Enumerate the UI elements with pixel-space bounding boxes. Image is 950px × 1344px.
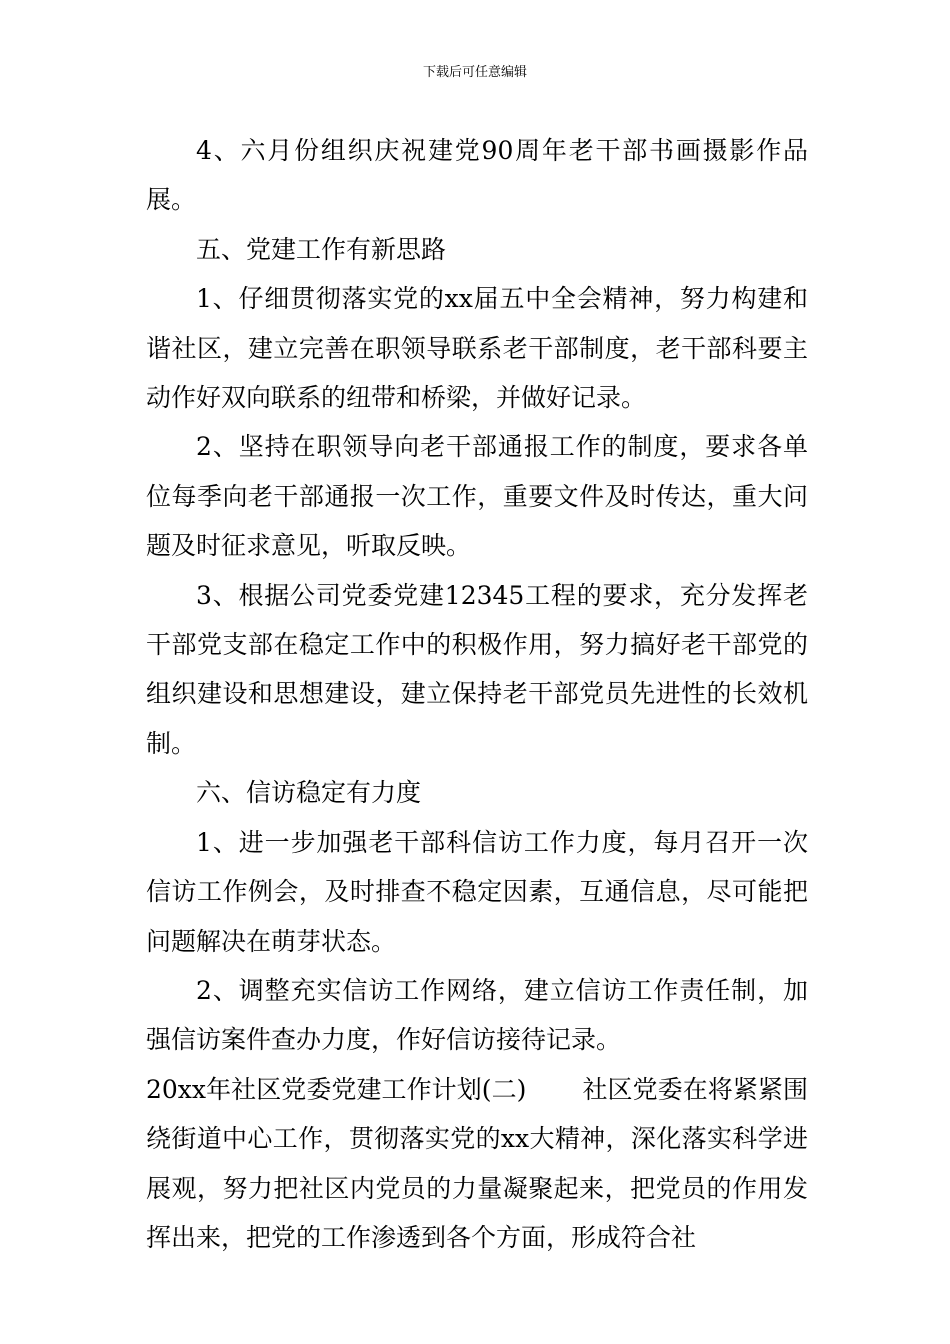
paragraph-briefing-system: 2、坚持在职领导向老干部通报工作的制度，要求各单位每季向老干部通报一次工作，重要文件及时传达，重大问题及时征求意见，听取反映。 (146, 432, 808, 561)
paragraph-petition-meeting: 1、进一步加强老干部科信访工作力度，每月召开一次信访工作例会，及时排查不稳定因素，互通信息，尽可能把问题解决在萌芽状态。 (146, 827, 808, 956)
document-body (146, 126, 808, 1262)
plan-two-title: 20xx年社区党委党建工作计划(二) (146, 1074, 527, 1104)
paragraph-12345-project: 3、根据公司党委党建12345工程的要求，充分发挥老干部党支部在稳定工作中的积极作用，努力搞好老干部党的组织建设和思想建设，建立保持老干部党员先进性的长效机制。 (146, 580, 808, 758)
section-heading-party-building: 五、党建工作有新思路 (196, 234, 447, 264)
paragraph-exhibition: 4、六月份组织庆祝建党90周年老干部书画摄影作品展。 (146, 136, 808, 215)
section-heading-petition: 六、信访稳定有力度 (196, 778, 422, 808)
page-header: 下载后可任意编辑 (422, 65, 527, 80)
paragraph-harmonious-community: 1、仔细贯彻落实党的xx届五中全会精神，努力构建和谐社区，建立完善在职领导联系老干部制度，老干部科要主动作好双向联系的纽带和桥梁，并做好记录。 (146, 284, 808, 413)
paragraph-plan-two (146, 1065, 808, 1263)
paragraph-petition-network: 2、调整充实信访工作网络，建立信访工作责任制，加强信访案件查办力度，作好信访接待记录。 (146, 975, 808, 1055)
plan-two-body: 社区党委在将紧紧围绕街道中心工作，贯彻落实党的xx大精神，深化落实科学进展观，努力把社区内党员的力量凝聚起来，把党员的作用发挥出来，把党的工作渗透到各个方面，形成符合社 (146, 1074, 808, 1252)
